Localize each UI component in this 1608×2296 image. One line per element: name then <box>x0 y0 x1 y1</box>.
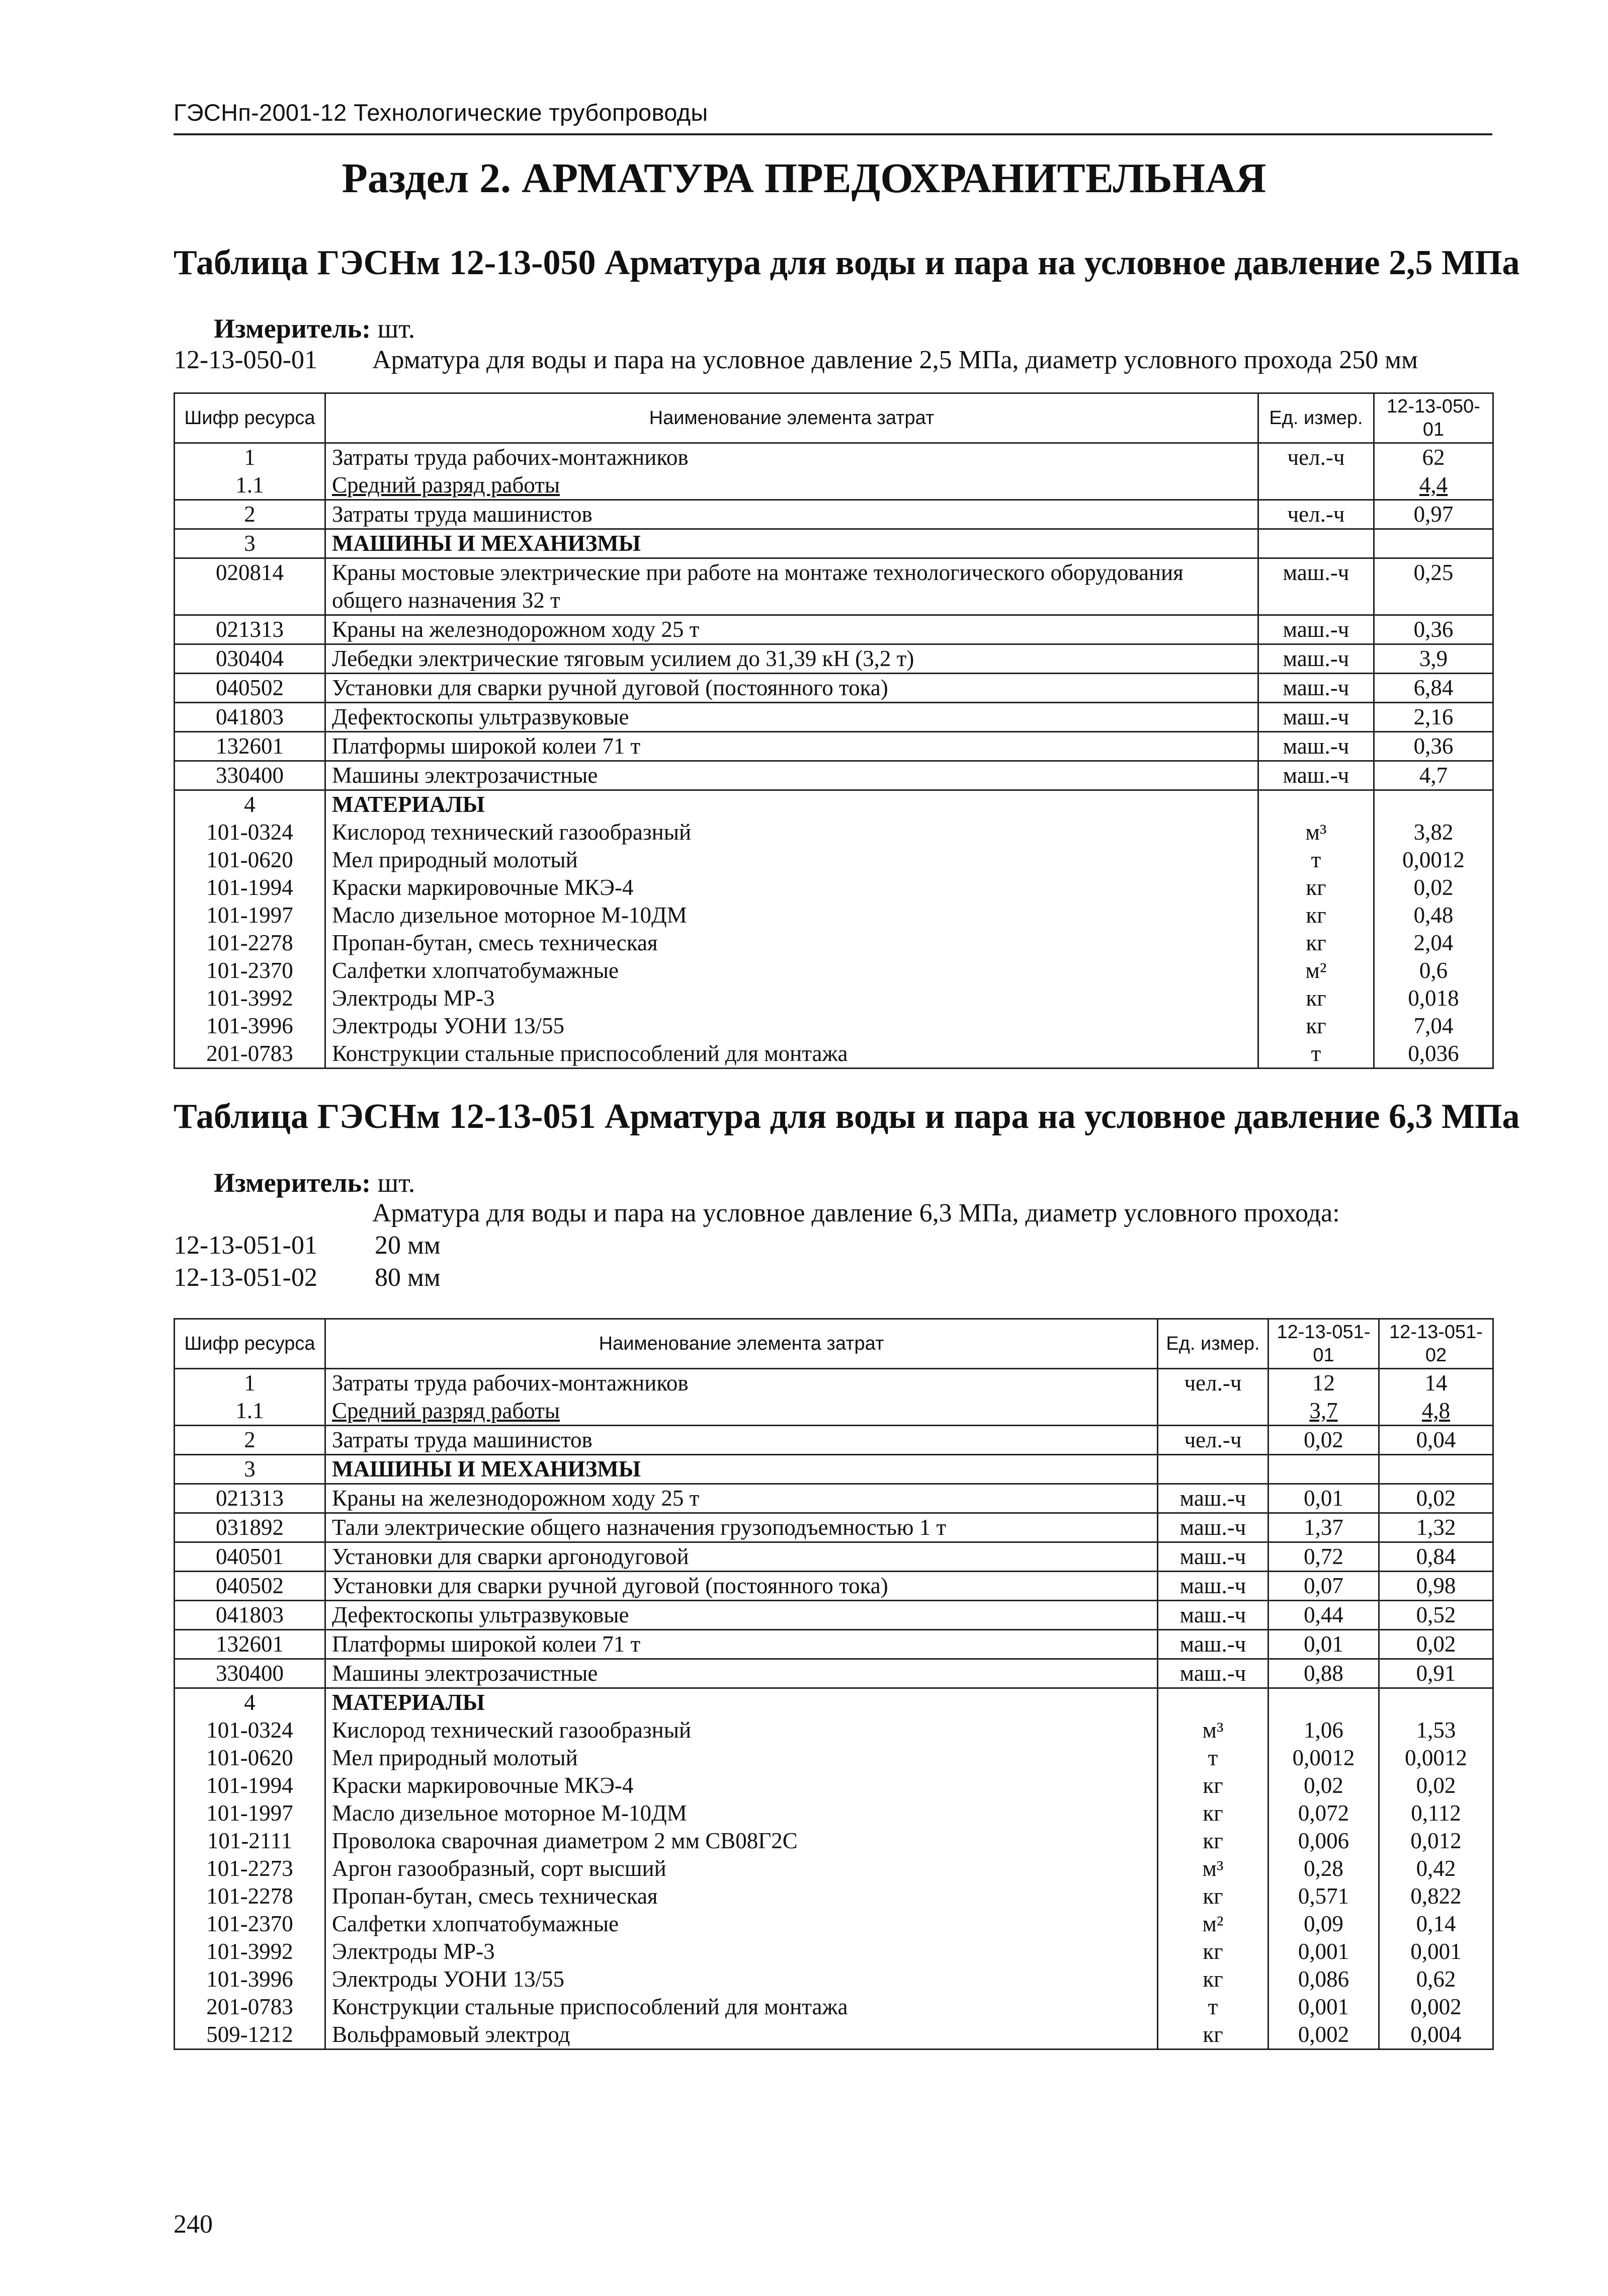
value-cell: 0,822 <box>1379 1882 1493 1910</box>
unit-cell: маш.-ч <box>1258 644 1374 674</box>
value-cell: 0,04 <box>1379 1426 1493 1455</box>
resource-code-cell: 3 <box>175 529 325 558</box>
table-row <box>175 1369 1493 1398</box>
element-name-cell: Затраты труда машинистов <box>325 500 1258 529</box>
resource-code-cell: 041803 <box>175 1601 325 1630</box>
table-row <box>175 1426 1493 1455</box>
element-name-cell: Машины электрозачистные <box>325 761 1258 790</box>
table-row <box>175 500 1493 529</box>
table-row <box>175 846 1493 874</box>
element-name-cell: МАШИНЫ И МЕХАНИЗМЫ <box>325 1455 1158 1484</box>
element-name-cell: Масло дизельное моторное М-10ДМ <box>325 901 1258 929</box>
element-name-cell: Масло дизельное моторное М-10ДМ <box>325 1799 1158 1827</box>
table2-code-line-1 <box>174 1229 441 1262</box>
unit-cell: чел.-ч <box>1258 500 1374 529</box>
resource-code-cell: 101-3996 <box>175 1965 325 1993</box>
value-cell: 0,001 <box>1379 1938 1493 1965</box>
value-cell: 0,02 <box>1379 1484 1493 1513</box>
resource-code-cell: 4 <box>175 1688 325 1717</box>
norm-description: 80 мм <box>375 1263 441 1292</box>
resource-code-cell: 101-1994 <box>175 874 325 901</box>
value-cell <box>1374 790 1493 819</box>
table-row <box>175 1882 1493 1910</box>
value-cell: 0,012 <box>1379 1827 1493 1855</box>
value-cell: 0,28 <box>1268 1855 1379 1882</box>
col-header-element-name: Наименование элемента затрат <box>325 393 1258 443</box>
table-row <box>175 1688 1493 1717</box>
table-row <box>175 1799 1493 1827</box>
resource-code-cell: 021313 <box>175 1484 325 1513</box>
element-name-cell: Затраты труда рабочих-монтажников <box>325 443 1258 472</box>
table-row <box>175 1012 1493 1040</box>
value-cell: 2,04 <box>1374 929 1493 957</box>
unit-cell: маш.-ч <box>1258 703 1374 732</box>
resource-code-cell: 132601 <box>175 732 325 761</box>
value-cell: 62 <box>1374 443 1493 472</box>
resource-code-cell: 101-0324 <box>175 1716 325 1744</box>
resource-code-cell: 201-0783 <box>175 1040 325 1069</box>
resource-code-cell: 330400 <box>175 761 325 790</box>
resource-code-cell: 4 <box>175 790 325 819</box>
element-name-cell: Электроды МР-3 <box>325 985 1258 1012</box>
table2-measure <box>214 1166 415 1199</box>
unit-cell: маш.-ч <box>1158 1542 1268 1572</box>
unit-cell: кг <box>1158 1965 1268 1993</box>
resource-code-cell: 101-3992 <box>175 1938 325 1965</box>
unit-cell: маш.-ч <box>1258 615 1374 644</box>
table2-code-line-2 <box>174 1262 441 1294</box>
table-row <box>175 1965 1493 1993</box>
table-row <box>175 901 1493 929</box>
unit-cell: кг <box>1158 1827 1268 1855</box>
element-name-cell: Краны мостовые электрические при работе на монтаже технологического оборудования общего назначения 32 т <box>325 558 1258 615</box>
resource-code-cell: 101-0620 <box>175 1744 325 1772</box>
value-cell: 0,84 <box>1379 1542 1493 1572</box>
unit-cell: маш.-ч <box>1158 1484 1268 1513</box>
table-row <box>175 1601 1493 1630</box>
unit-cell: маш.-ч <box>1158 1659 1268 1688</box>
unit-cell: маш.-ч <box>1258 558 1374 615</box>
table1-code-line <box>174 344 1418 376</box>
col-header-norm-1: 12-13-051-01 <box>1268 1319 1379 1369</box>
resource-code-cell: 101-3992 <box>175 985 325 1012</box>
resource-code-cell: 509-1212 <box>175 2021 325 2049</box>
value-cell: 4,7 <box>1374 761 1493 790</box>
element-name-cell: Мел природный молотый <box>325 1744 1158 1772</box>
value-cell: 0,88 <box>1268 1659 1379 1688</box>
unit-cell: кг <box>1158 1882 1268 1910</box>
resource-code-cell: 1 <box>175 1369 325 1398</box>
element-name-cell: Средний разряд работы <box>325 1397 1158 1426</box>
value-cell: 4,4 <box>1374 471 1493 500</box>
table-row <box>175 471 1493 500</box>
table-row <box>175 874 1493 901</box>
table-row <box>175 929 1493 957</box>
element-name-cell: Затраты труда рабочих-монтажников <box>325 1369 1158 1398</box>
value-cell: 0,48 <box>1374 901 1493 929</box>
unit-cell: маш.-ч <box>1158 1572 1268 1601</box>
resource-code-cell: 101-0620 <box>175 846 325 874</box>
element-name-cell: Мел природный молотый <box>325 846 1258 874</box>
table2-header-row <box>175 1319 1493 1369</box>
resource-code-cell: 2 <box>175 500 325 529</box>
resource-code-cell: 101-1997 <box>175 901 325 929</box>
value-cell: 0,6 <box>1374 957 1493 985</box>
table2-heading-desc: Арматура для воды и пара на условное давление 6,3 МПа, диаметр условного прохода: <box>372 1199 1340 1227</box>
value-cell: 2,16 <box>1374 703 1493 732</box>
unit-cell: кг <box>1258 929 1374 957</box>
unit-cell: кг <box>1258 985 1374 1012</box>
value-cell: 0,02 <box>1374 874 1493 901</box>
value-cell: 0,36 <box>1374 732 1493 761</box>
resource-code-cell: 101-2111 <box>175 1827 325 1855</box>
value-cell: 0,002 <box>1379 1993 1493 2021</box>
unit-cell: кг <box>1158 1772 1268 1799</box>
unit-cell <box>1158 1688 1268 1717</box>
unit-cell: т <box>1158 1993 1268 2021</box>
table-row <box>175 818 1493 846</box>
table-row <box>175 1455 1493 1484</box>
value-cell: 0,001 <box>1268 1993 1379 2021</box>
unit-cell: маш.-ч <box>1258 732 1374 761</box>
table-row <box>175 957 1493 985</box>
value-cell: 0,001 <box>1268 1938 1379 1965</box>
value-cell: 6,84 <box>1374 674 1493 703</box>
unit-cell: м² <box>1258 957 1374 985</box>
element-name-cell: Вольфрамовый электрод <box>325 2021 1158 2049</box>
col-header-element-name: Наименование элемента затрат <box>325 1319 1158 1369</box>
value-cell <box>1379 1455 1493 1484</box>
table-row <box>175 1855 1493 1882</box>
unit-cell <box>1158 1397 1268 1426</box>
element-name-cell: Кислород технический газообразный <box>325 1716 1158 1744</box>
running-header: ГЭСНп-2001-12 Технологические трубопроводы <box>174 99 708 126</box>
unit-cell: м³ <box>1158 1855 1268 1882</box>
value-cell: 0,44 <box>1268 1601 1379 1630</box>
element-name-cell: МАТЕРИАЛЫ <box>325 1688 1158 1717</box>
table-row <box>175 558 1493 615</box>
section-title: Раздел 2. АРМАТУРА ПРЕДОХРАНИТЕЛЬНАЯ <box>342 155 1266 202</box>
table-row <box>175 1572 1493 1601</box>
element-name-cell: Краски маркировочные МКЭ-4 <box>325 874 1258 901</box>
norm-code: 12-13-051-02 <box>174 1263 317 1292</box>
element-name-cell: Краны на железнодорожном ходу 25 т <box>325 1484 1158 1513</box>
element-name-cell: Салфетки хлопчатобумажные <box>325 957 1258 985</box>
value-cell: 0,72 <box>1268 1542 1379 1572</box>
unit-cell: т <box>1258 1040 1374 1069</box>
value-cell: 4,8 <box>1379 1397 1493 1426</box>
table-row <box>175 644 1493 674</box>
value-cell: 1,53 <box>1379 1716 1493 1744</box>
unit-cell: т <box>1258 846 1374 874</box>
element-name-cell: Электроды УОНИ 13/55 <box>325 1965 1158 1993</box>
resource-code-cell: 021313 <box>175 615 325 644</box>
resource-code-cell: 1 <box>175 443 325 472</box>
value-cell: 0,14 <box>1379 1910 1493 1938</box>
element-name-cell: Кислород технический газообразный <box>325 818 1258 846</box>
value-cell: 0,52 <box>1379 1601 1493 1630</box>
value-cell: 0,98 <box>1379 1572 1493 1601</box>
value-cell: 12 <box>1268 1369 1379 1398</box>
value-cell: 0,02 <box>1268 1772 1379 1799</box>
unit-cell: кг <box>1158 1938 1268 1965</box>
resource-code-cell: 020814 <box>175 558 325 615</box>
unit-cell: маш.-ч <box>1158 1630 1268 1659</box>
table-row <box>175 761 1493 790</box>
resource-code-cell: 101-2278 <box>175 1882 325 1910</box>
element-name-cell: Краски маркировочные МКЭ-4 <box>325 1772 1158 1799</box>
table-row <box>175 985 1493 1012</box>
unit-cell: м² <box>1158 1910 1268 1938</box>
unit-cell: чел.-ч <box>1158 1369 1268 1398</box>
value-cell: 0,02 <box>1379 1630 1493 1659</box>
col-header-resource-code: Шифр ресурса <box>175 1319 325 1369</box>
norm-description: Арматура для воды и пара на условное давление 2,5 МПа, диаметр условного прохода 250 мм <box>372 346 1418 374</box>
unit-cell: чел.-ч <box>1158 1426 1268 1455</box>
element-name-cell: Тали электрические общего назначения грузоподъемностью 1 т <box>325 1513 1158 1542</box>
value-cell: 0,0012 <box>1374 846 1493 874</box>
table-row <box>175 732 1493 761</box>
value-cell: 14 <box>1379 1369 1493 1398</box>
value-cell: 0,02 <box>1379 1772 1493 1799</box>
resource-code-cell: 2 <box>175 1426 325 1455</box>
resource-code-cell: 1.1 <box>175 471 325 500</box>
resource-code-cell: 1.1 <box>175 1397 325 1426</box>
value-cell: 0,002 <box>1268 2021 1379 2049</box>
element-name-cell: Средний разряд работы <box>325 471 1258 500</box>
element-name-cell: Салфетки хлопчатобумажные <box>325 1910 1158 1938</box>
element-name-cell: Аргон газообразный, сорт высший <box>325 1855 1158 1882</box>
col-header-unit: Ед. измер. <box>1158 1319 1268 1369</box>
table-row <box>175 674 1493 703</box>
resource-code-cell: 3 <box>175 1455 325 1484</box>
value-cell: 0,112 <box>1379 1799 1493 1827</box>
table-row <box>175 1513 1493 1542</box>
element-name-cell: Электроды УОНИ 13/55 <box>325 1012 1258 1040</box>
unit-cell: м³ <box>1158 1716 1268 1744</box>
norm-code: 12-13-050-01 <box>174 346 317 374</box>
table-row <box>175 1397 1493 1426</box>
table2-title: Таблица ГЭСНм 12-13-051 Арматура для воды и пара на условное давление 6,3 МПа <box>174 1097 1520 1136</box>
table1-title: Таблица ГЭСНм 12-13-050 Арматура для воды и пара на условное давление 2,5 МПа <box>174 243 1520 282</box>
table-row <box>175 1040 1493 1069</box>
unit-cell: кг <box>1158 2021 1268 2049</box>
resource-code-cell: 132601 <box>175 1630 325 1659</box>
value-cell: 0,25 <box>1374 558 1493 615</box>
table-row <box>175 1993 1493 2021</box>
element-name-cell: Дефектоскопы ультразвуковые <box>325 703 1258 732</box>
value-cell: 3,9 <box>1374 644 1493 674</box>
element-name-cell: Лебедки электрические тяговым усилием до 31,39 кН (3,2 т) <box>325 644 1258 674</box>
value-cell: 0,01 <box>1268 1484 1379 1513</box>
value-cell: 1,32 <box>1379 1513 1493 1542</box>
value-cell: 0,0012 <box>1379 1744 1493 1772</box>
element-name-cell: Установки для сварки ручной дуговой (постоянного тока) <box>325 1572 1158 1601</box>
element-name-cell: МАТЕРИАЛЫ <box>325 790 1258 819</box>
unit-cell: т <box>1158 1744 1268 1772</box>
value-cell: 1,06 <box>1268 1716 1379 1744</box>
element-name-cell: Машины электрозачистные <box>325 1659 1158 1688</box>
table-row <box>175 1716 1493 1744</box>
resource-code-cell: 101-2370 <box>175 1910 325 1938</box>
value-cell: 0,62 <box>1379 1965 1493 1993</box>
table-row <box>175 1910 1493 1938</box>
table-row <box>175 1542 1493 1572</box>
value-cell: 0,004 <box>1379 2021 1493 2049</box>
table-row <box>175 703 1493 732</box>
value-cell: 3,82 <box>1374 818 1493 846</box>
value-cell: 7,04 <box>1374 1012 1493 1040</box>
col-header-norm-1: 12-13-050-01 <box>1374 393 1493 443</box>
resource-code-cell: 101-2370 <box>175 957 325 985</box>
element-name-cell: Краны на железнодорожном ходу 25 т <box>325 615 1258 644</box>
resource-code-cell: 101-2278 <box>175 929 325 957</box>
value-cell <box>1379 1688 1493 1717</box>
table-row <box>175 1938 1493 1965</box>
element-name-cell: Пропан-бутан, смесь техническая <box>325 1882 1158 1910</box>
unit-cell: маш.-ч <box>1158 1601 1268 1630</box>
col-header-resource-code: Шифр ресурса <box>175 393 325 443</box>
element-name-cell: Конструкции стальные приспособлений для монтажа <box>325 1993 1158 2021</box>
resource-code-cell: 040502 <box>175 1572 325 1601</box>
unit-cell: кг <box>1258 874 1374 901</box>
value-cell: 0,97 <box>1374 500 1493 529</box>
value-cell <box>1268 1688 1379 1717</box>
unit-cell: кг <box>1258 901 1374 929</box>
unit-cell: кг <box>1158 1799 1268 1827</box>
value-cell: 0,07 <box>1268 1572 1379 1601</box>
unit-cell: маш.-ч <box>1158 1513 1268 1542</box>
resource-code-cell: 101-1997 <box>175 1799 325 1827</box>
resource-code-cell: 330400 <box>175 1659 325 1688</box>
unit-cell: маш.-ч <box>1258 761 1374 790</box>
resource-code-cell: 201-0783 <box>175 1993 325 2021</box>
table-row <box>175 1630 1493 1659</box>
table2-measure-value: шт. <box>377 1168 415 1198</box>
col-header-norm-2: 12-13-051-02 <box>1379 1319 1493 1369</box>
unit-cell <box>1158 1455 1268 1484</box>
resource-code-cell: 101-3996 <box>175 1012 325 1040</box>
table1-measure-label: Измеритель: <box>214 313 371 344</box>
element-name-cell: Установки для сварки аргонодуговой <box>325 1542 1158 1572</box>
norm-code: 12-13-051-01 <box>174 1231 317 1260</box>
value-cell <box>1374 529 1493 558</box>
element-name-cell: Конструкции стальные приспособлений для монтажа <box>325 1040 1258 1069</box>
element-name-cell: Пропан-бутан, смесь техническая <box>325 929 1258 957</box>
table-row <box>175 790 1493 819</box>
value-cell: 3,7 <box>1268 1397 1379 1426</box>
table-row <box>175 1827 1493 1855</box>
value-cell: 0,91 <box>1379 1659 1493 1688</box>
value-cell: 0,01 <box>1268 1630 1379 1659</box>
unit-cell: маш.-ч <box>1258 674 1374 703</box>
element-name-cell: Затраты труда машинистов <box>325 1426 1158 1455</box>
value-cell: 0,42 <box>1379 1855 1493 1882</box>
resource-code-cell: 101-0324 <box>175 818 325 846</box>
element-name-cell: Установки для сварки ручной дуговой (постоянного тока) <box>325 674 1258 703</box>
element-name-cell: Электроды МР-3 <box>325 1938 1158 1965</box>
resource-code-cell: 040501 <box>175 1542 325 1572</box>
value-cell: 0,036 <box>1374 1040 1493 1069</box>
table1-measure-value: шт. <box>377 313 415 344</box>
resource-code-cell: 041803 <box>175 703 325 732</box>
value-cell: 0,086 <box>1268 1965 1379 1993</box>
value-cell: 0,072 <box>1268 1799 1379 1827</box>
table1-measure <box>214 312 415 345</box>
resource-code-cell: 101-2273 <box>175 1855 325 1882</box>
value-cell: 1,37 <box>1268 1513 1379 1542</box>
value-cell: 0,02 <box>1268 1426 1379 1455</box>
element-name-cell: Дефектоскопы ультразвуковые <box>325 1601 1158 1630</box>
resource-code-cell: 040502 <box>175 674 325 703</box>
unit-cell: кг <box>1258 1012 1374 1040</box>
resource-code-cell: 030404 <box>175 644 325 674</box>
element-name-cell: Проволока сварочная диаметром 2 мм СВ08Г2С <box>325 1827 1158 1855</box>
table-row <box>175 1744 1493 1772</box>
unit-cell: чел.-ч <box>1258 443 1374 472</box>
unit-cell <box>1258 529 1374 558</box>
table-row <box>175 2021 1493 2049</box>
table-row <box>175 529 1493 558</box>
table1 <box>174 392 1494 1069</box>
resource-code-cell: 031892 <box>175 1513 325 1542</box>
element-name-cell: МАШИНЫ И МЕХАНИЗМЫ <box>325 529 1258 558</box>
table1-header-row <box>175 393 1493 443</box>
value-cell: 0,006 <box>1268 1827 1379 1855</box>
value-cell: 0,018 <box>1374 985 1493 1012</box>
value-cell <box>1268 1455 1379 1484</box>
table-row <box>175 1772 1493 1799</box>
value-cell: 0,571 <box>1268 1882 1379 1910</box>
table2-measure-label: Измеритель: <box>214 1168 371 1198</box>
norm-description: 20 мм <box>375 1231 441 1260</box>
value-cell: 0,36 <box>1374 615 1493 644</box>
unit-cell <box>1258 790 1374 819</box>
table-row <box>175 443 1493 472</box>
unit-cell <box>1258 471 1374 500</box>
element-name-cell: Платформы широкой колеи 71 т <box>325 732 1258 761</box>
value-cell: 0,09 <box>1268 1910 1379 1938</box>
element-name-cell: Платформы широкой колеи 71 т <box>325 1630 1158 1659</box>
unit-cell: м³ <box>1258 818 1374 846</box>
header-rule <box>174 133 1492 135</box>
page-number: 240 <box>174 2210 213 2239</box>
table-row <box>175 1484 1493 1513</box>
table2 <box>174 1318 1494 2050</box>
table-row <box>175 1659 1493 1688</box>
resource-code-cell: 101-1994 <box>175 1772 325 1799</box>
table-row <box>175 615 1493 644</box>
col-header-unit: Ед. измер. <box>1258 393 1374 443</box>
value-cell: 0,0012 <box>1268 1744 1379 1772</box>
